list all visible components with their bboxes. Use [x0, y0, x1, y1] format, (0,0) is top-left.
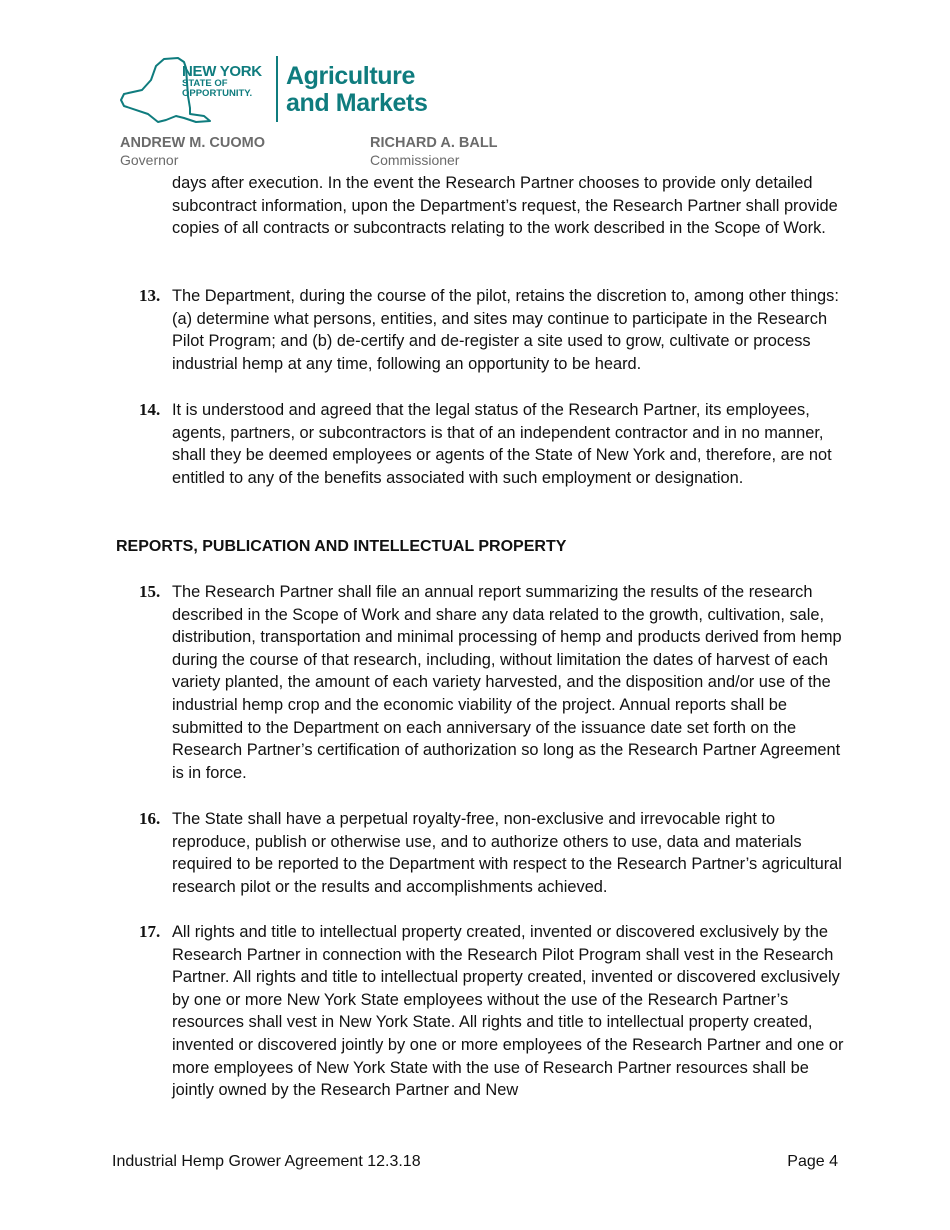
logo-divider	[276, 56, 278, 122]
agency-name-line-1: Agriculture	[286, 62, 415, 90]
section-heading: REPORTS, PUBLICATION AND INTELLECTUAL PROPERTY	[116, 538, 567, 555]
item-16-text: The State shall have a perpetual royalty-free, non-exclusive and irrevocable right to reproduce, publish or otherwise use, and to authorize others to use, data and materials required to be reported to the Department with respect to the Research Partner’s agricultural research pilot or the results and accomplishments achieved.	[172, 810, 842, 896]
commissioner-title: Commissioner	[370, 152, 460, 168]
letterhead	[118, 54, 538, 174]
item-13-text: The Department, during the course of the pilot, retains the discretion to, among other things: (a) determine what persons, entities, and sites may continue to participate in the Research Pilot Program; and (b) de-certify and de-register a site used to grow, cultivate or process industrial hemp at any time, following an opportunity to be heard.	[172, 287, 839, 373]
agency-name-line-2: and Markets	[286, 89, 428, 117]
item-14-number: 14.	[139, 400, 161, 419]
item-17-number: 17.	[139, 922, 161, 941]
item-16-number: 16.	[139, 809, 161, 828]
footer-document-title: Industrial Hemp Grower Agreement 12.3.18	[112, 1153, 421, 1170]
commissioner-name: RICHARD A. BALL	[370, 135, 498, 151]
item-15-text: The Research Partner shall file an annual report summarizing the results of the research described in the Scope of Work and share any data related to the growth, cultivation, sale, distribution, transportation and minimal processing of hemp and products derived from hemp during the course of that research, including, without limitation the dates of harvest of each variety planted, the amount of each variety harvested, and the disposition and/or use of the industrial hemp crop and the economic viability of the project. Annual reports shall be submitted to the Department on each anniversary of the issuance date set forth on the Research Partner’s certification of authorization so long as the Research Partner Agreement is in force.	[172, 583, 842, 782]
governor-name: ANDREW M. CUOMO	[120, 135, 265, 151]
item-17-text: All rights and title to intellectual property created, invented or discovered exclusively by the Research Partner in connection with the Research Pilot Program shall vest in the Research Partner. All rights and title to intellectual property created, invented or discovered exclusively by one or more New York State employees without the use of the Research Partner’s resources shall vest in New York State. All rights and title to intellectual property created, invented or discovered jointly by one or more employees of the Research Partner and one or more employees of New York State with the use of Research Partner resources shall be jointly owned by the Research Partner and New	[172, 923, 844, 1100]
footer-page-number: Page 4	[787, 1153, 838, 1170]
continuation-paragraph: days after execution. In the event the Research Partner chooses to provide only detailed subcontract information, upon the Department’s request, the Research Partner shall provide copies of all contracts or subcontracts relating to the work described in the Scope of Work.	[172, 174, 838, 238]
logo-line-1: NEW YORK	[182, 63, 262, 80]
governor-title: Governor	[120, 152, 179, 168]
governor-block	[120, 134, 265, 169]
logo-line-2: STATE OF	[182, 78, 228, 89]
item-14-text: It is understood and agreed that the legal status of the Research Partner, its employees, agents, partners, or subcontractors is that of an independent contractor and in no manner, shall they be deemed employees or agents of the State of New York and, therefore, are not entitled to any of the benefits associated with such employment or designation.	[172, 401, 832, 487]
logo-line-3: OPPORTUNITY.	[182, 88, 253, 99]
item-15-number: 15.	[139, 582, 161, 601]
agency-name	[286, 63, 428, 117]
item-13-number: 13.	[139, 286, 161, 305]
nys-logo-wordmark	[182, 64, 262, 99]
commissioner-block	[370, 134, 498, 169]
